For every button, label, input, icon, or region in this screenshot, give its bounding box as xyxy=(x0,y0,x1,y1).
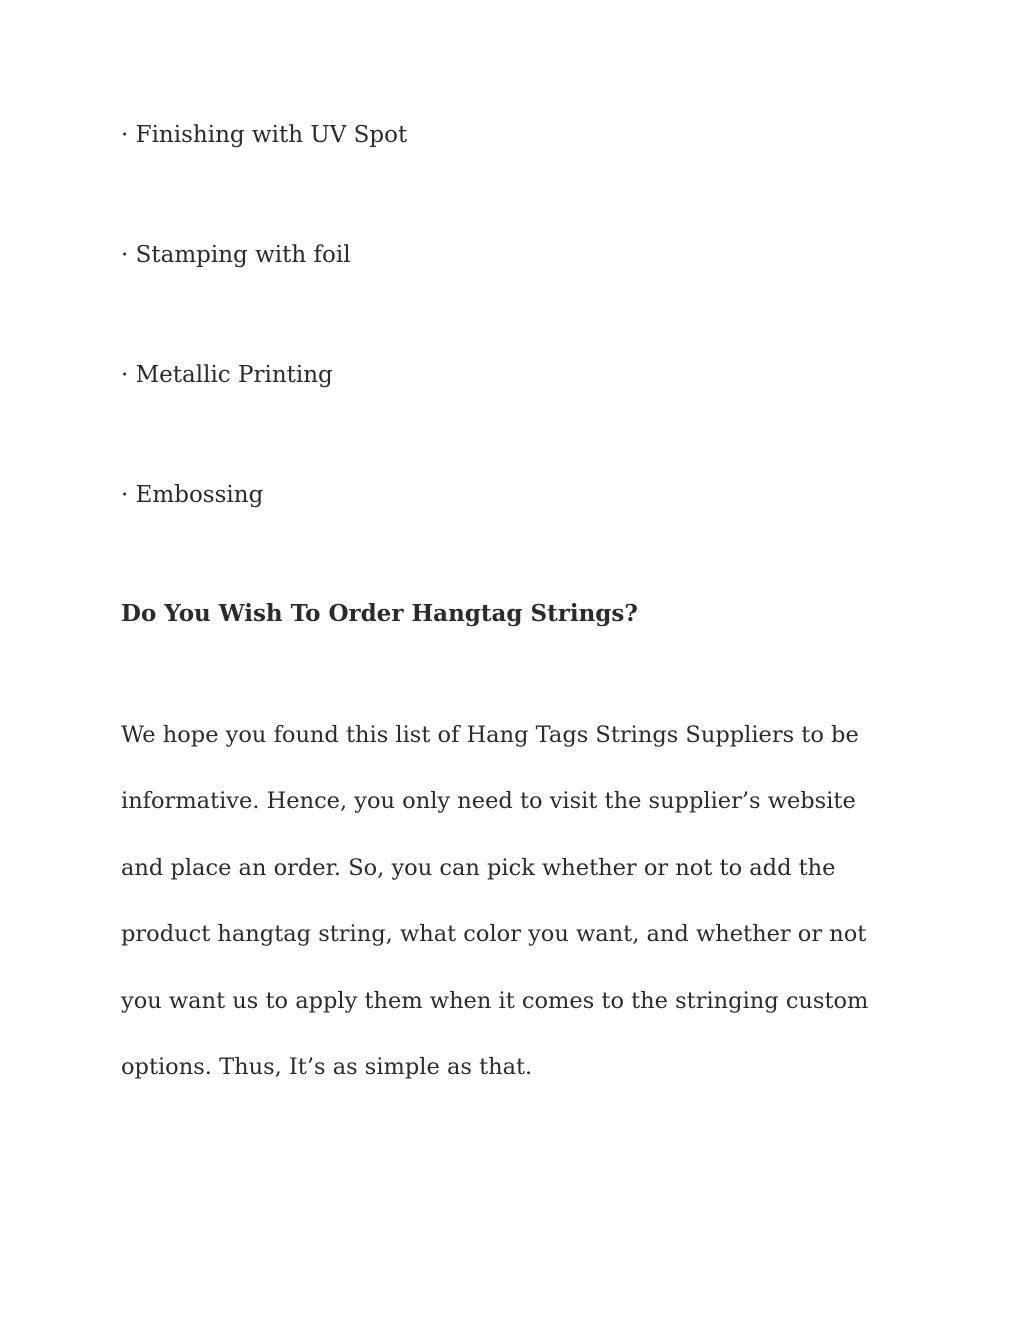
bullet-uv-spot: · Finishing with UV Spot xyxy=(121,122,408,148)
bullet-embossing: · Embossing xyxy=(121,482,264,508)
body-paragraph xyxy=(121,712,921,1110)
paragraph-line: you want us to apply them when it comes to the stringing custom xyxy=(121,987,869,1014)
bullet-metallic-printing: · Metallic Printing xyxy=(121,362,333,388)
paragraph-line: options. Thus, It’s as simple as that. xyxy=(121,1053,533,1080)
paragraph-line: We hope you found this list of Hang Tags Strings Suppliers to be xyxy=(121,722,859,748)
paragraph-line: product hangtag string, what color you want, and whether or not xyxy=(121,921,867,948)
paragraph-line: informative. Hence, you only need to visit the supplier’s website xyxy=(121,788,856,815)
section-heading: Do You Wish To Order Hangtag Strings? xyxy=(121,600,638,627)
paragraph-line: and place an order. So, you can pick whether or not to add the xyxy=(121,854,836,881)
bullet-foil-stamping: · Stamping with foil xyxy=(121,242,351,268)
